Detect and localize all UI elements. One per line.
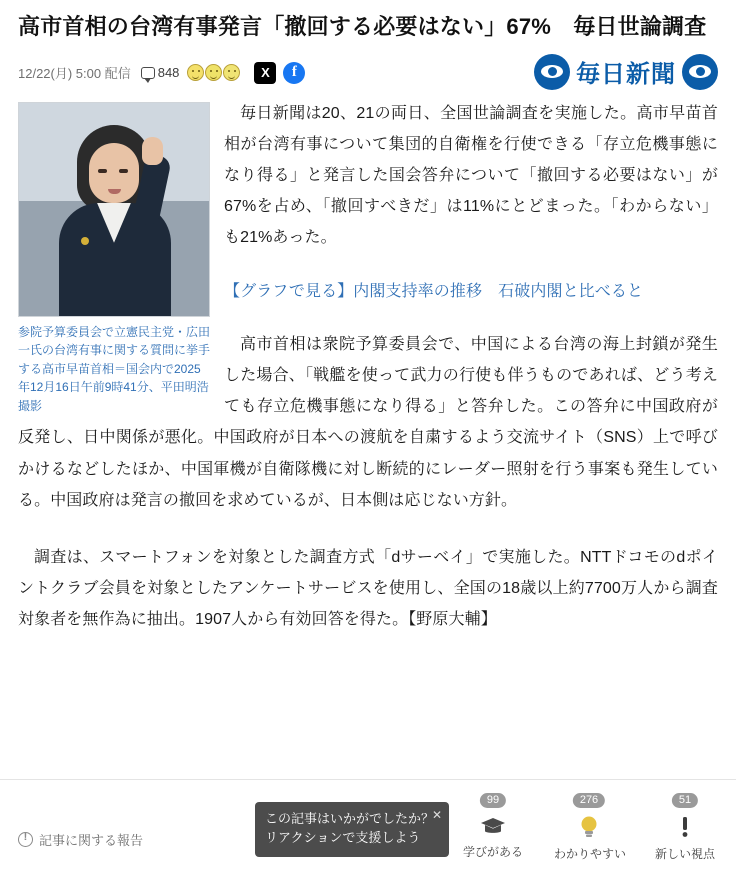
tooltip-line-2: リアクションで支援しよう [265,830,421,846]
reaction-label-clear: わかりやすい [554,847,627,861]
lightbulb-icon [578,818,600,845]
reaction-button-learning[interactable] [458,794,528,863]
exclamation-svg [679,815,691,839]
smiley-icon-2 [205,64,222,81]
close-icon[interactable]: ✕ [431,808,442,823]
reaction-button-newperspective[interactable] [650,794,720,863]
related-article-link[interactable]: 【グラフで見る】内閣支持率の推移 石破内閣と比べると [224,282,644,300]
paragraph-1: 毎日新聞は20、21の両日、全国世論調査を実施した。高市早苗首相が台湾有事について集団的自衛権を行使できる「存立危機事態になり得る」と発言した国会答弁について「撤回する必要はない」が67%を占め、「撤回すべきだ」は11%にとどまった。「わからない」も21%あった。 [224,104,718,247]
publisher-name: 毎日新聞 [576,62,676,89]
mainichi-eye-icon-left [534,54,570,90]
mainichi-eye-icon-right [682,54,718,90]
x-share-icon[interactable]: X [254,62,276,84]
reaction-bar [458,794,720,863]
article-photo [18,102,210,317]
reaction-tooltip [255,802,449,857]
article-page [0,12,736,871]
photo-caption: 参院予算委員会で立憲民主党・広田一氏の台湾有事に関する質問に挙手する高市早苗首相＝国会内で2025年12月16日午前9時41分、平田明浩撮影 [18,324,211,414]
reaction-count-newperspective: 51 [672,793,698,808]
graduation-cap-svg [480,815,506,837]
share-buttons [254,62,305,84]
report-article-button[interactable] [18,830,143,849]
smiley-icon-3 [223,64,240,81]
comment-count-chip[interactable] [141,65,180,80]
publish-date: 12/22(月) 5:00 配信 [18,66,131,82]
article-figure [18,102,210,416]
article-meta [18,58,718,88]
warning-icon [18,832,33,847]
facebook-share-icon[interactable]: f [283,62,305,84]
reaction-count-clear: 276 [573,793,605,808]
reaction-label-learning: 学びがある [462,845,523,859]
lightbulb-svg [578,815,600,839]
graduation-cap-icon [480,816,506,843]
reaction-button-clear[interactable] [554,794,627,863]
article-footer [0,779,736,871]
article-body [18,98,718,636]
paragraph-3: 調査は、スマートフォンを対象とした調査方式「dサーベイ」で実施した。NTTドコモのdポイントクラブ会員を対象としたアンケートサービスを使用し、全国の18歳以上約7700万人から調査対象者を無作為に抽出。1907人から有効回答を得た。【野原大輔】 [18,548,718,629]
reaction-count-learning: 99 [480,793,506,808]
smiley-icon-1 [187,64,204,81]
tooltip-line-1: この記事はいかがでしたか？ [265,811,435,827]
reaction-label-newperspective: 新しい視点 [654,847,715,861]
reaction-emoji-group[interactable] [187,64,240,81]
page-title: 高市首相の台湾有事発言「撤回する必要はない」67% 毎日世論調査 [18,14,707,39]
comment-count-label: 848 [157,65,180,81]
report-label: 記事に関する報告 [39,833,144,848]
comment-balloon-icon [141,67,155,79]
publisher-logo[interactable] [534,54,718,90]
paragraph-2: 高市首相は衆院予算委員会で、中国による台湾の海上封鎖が発生した場合、「戦艦を使って武力の行使も伴うものであれば、どう考えても存立危機事態になり得る」と答弁した。この答弁に中国政府が反発し、日中関係が悪化。中国政府が日本への渡航を自粛するよう交流サイト（SNS）上で呼びかけるなどしたほか、中国軍機が自衛隊機に対し断続的にレーダー照射を行う事案も発生している。中国政府は発言の撤回を求めているが、日本側は応じない方針。 [18,335,718,509]
exclamation-icon [679,818,691,845]
